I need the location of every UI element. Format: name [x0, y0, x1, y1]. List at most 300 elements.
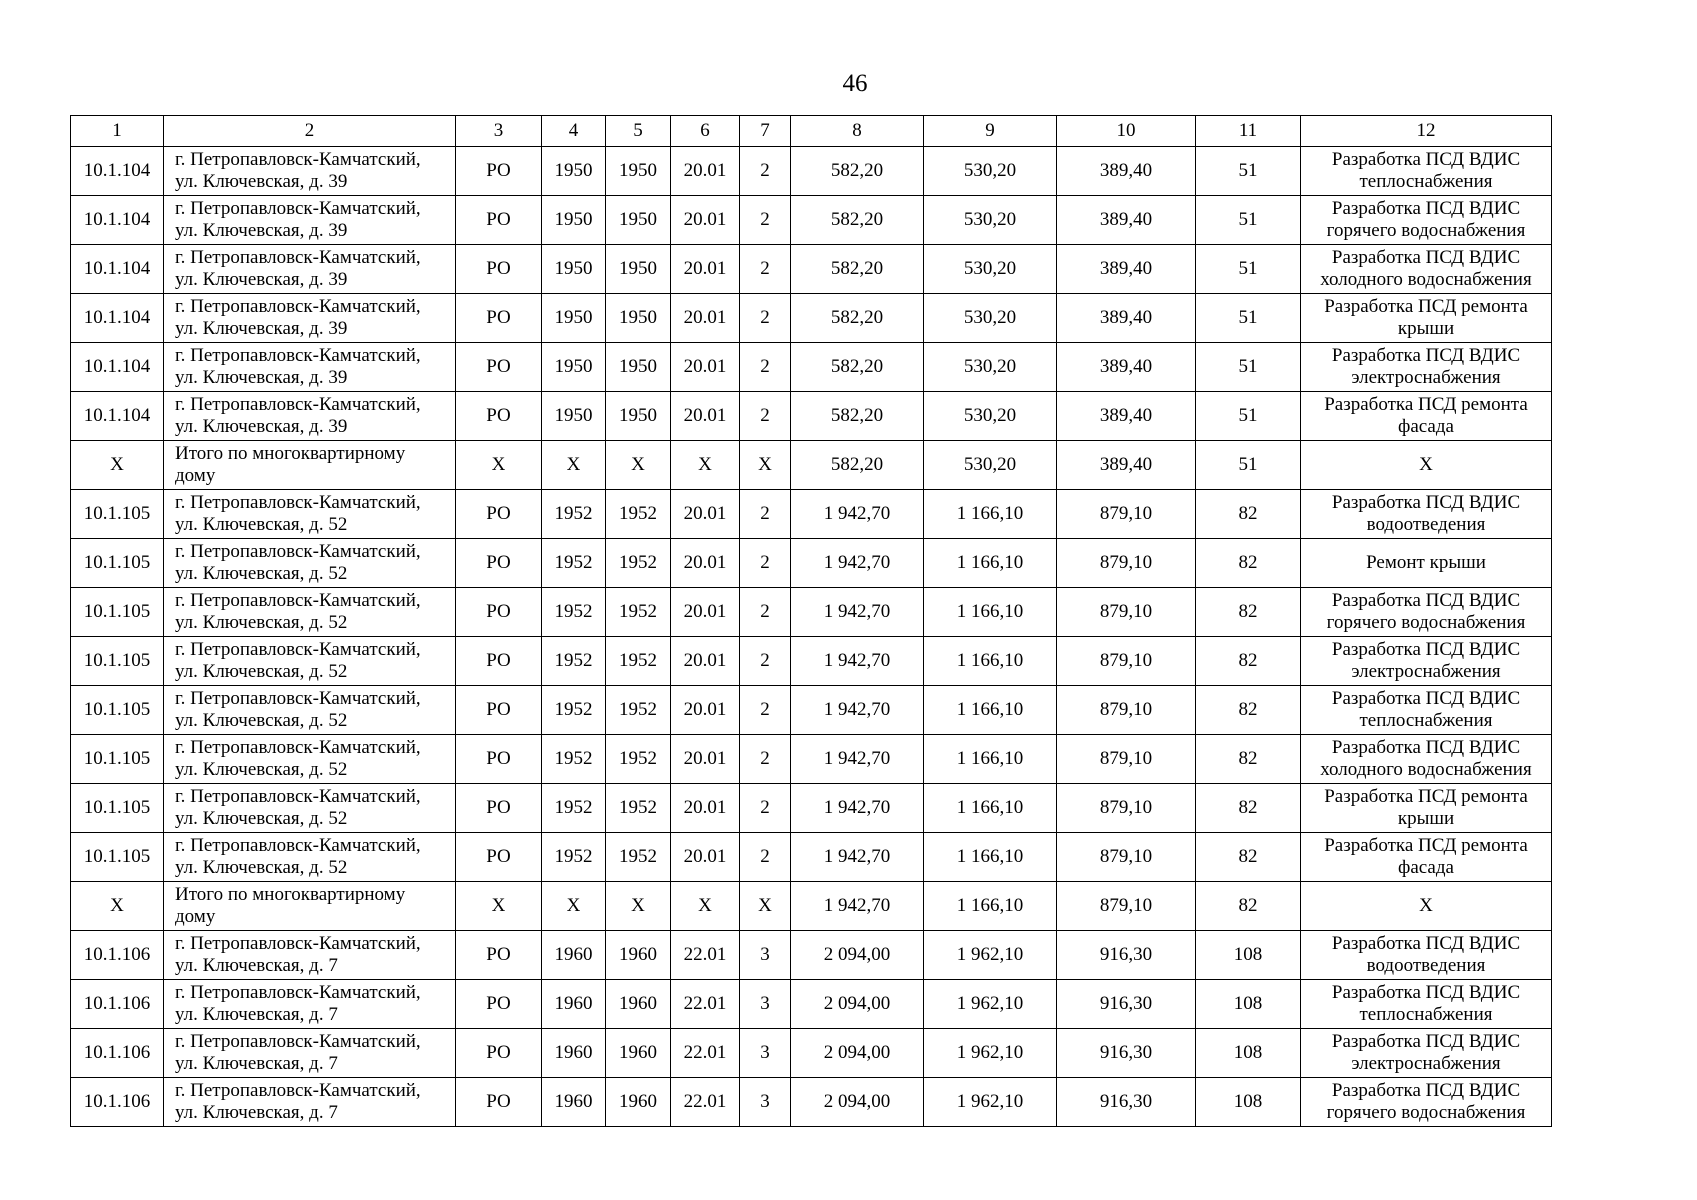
residential-area: 879,10 [1057, 637, 1196, 686]
address-line-1: г. Петропавловск-Камчатский, [175, 982, 421, 1003]
residents-count: 82 [1196, 735, 1301, 784]
row-code: 10.1.104 [71, 147, 164, 196]
wall-material-code: 20.01 [671, 490, 740, 539]
wall-material-code: 20.01 [671, 539, 740, 588]
work-type-cell [1301, 882, 1552, 931]
address-cell [164, 833, 456, 882]
premises-area: 530,20 [924, 392, 1057, 441]
floors: 2 [740, 392, 791, 441]
ownership-cell: РО [456, 686, 542, 735]
floors: 2 [740, 833, 791, 882]
residential-area: 916,30 [1057, 980, 1196, 1029]
floors: 2 [740, 147, 791, 196]
premises-area: 1 166,10 [924, 833, 1057, 882]
work-type-line-1: Разработка ПСД ВДИС [1331, 639, 1521, 660]
ownership-cell: РО [456, 833, 542, 882]
work-type-line-1: Разработка ПСД ремонта [1324, 786, 1528, 807]
total-area: 1 942,70 [791, 735, 924, 784]
floors: 2 [740, 686, 791, 735]
address-line-2: ул. Ключевская, д. 39 [175, 367, 348, 388]
floors: 2 [740, 784, 791, 833]
year-commissioned: 1950 [606, 343, 671, 392]
work-type-line-1: Разработка ПСД ВДИС [1331, 345, 1521, 366]
premises-area: 1 166,10 [924, 637, 1057, 686]
residents-count: 108 [1196, 1029, 1301, 1078]
premises-area: 530,20 [924, 147, 1057, 196]
work-type-line-1: Разработка ПСД ВДИС [1331, 737, 1521, 758]
premises-area: 530,20 [924, 441, 1057, 490]
address-cell [164, 1078, 456, 1127]
total-area: 582,20 [791, 196, 924, 245]
address-line-2: ул. Ключевская, д. 39 [175, 171, 348, 192]
residential-area: 879,10 [1057, 490, 1196, 539]
work-type-line-2: электроснабжения [1351, 1053, 1501, 1074]
year-built: 1950 [542, 245, 606, 294]
address-line-1: Итого по многоквартирному [175, 443, 406, 464]
residential-area: 916,30 [1057, 931, 1196, 980]
floors: 2 [740, 245, 791, 294]
row-code: 10.1.105 [71, 539, 164, 588]
premises-area: 1 962,10 [924, 1029, 1057, 1078]
row-code: 10.1.104 [71, 245, 164, 294]
row-code: 10.1.105 [71, 637, 164, 686]
address-cell [164, 686, 456, 735]
wall-material-code: 20.01 [671, 294, 740, 343]
table-row [71, 441, 1552, 490]
wall-material-code: 20.01 [671, 833, 740, 882]
premises-area: 1 962,10 [924, 1078, 1057, 1127]
address-line-2: ул. Ключевская, д. 7 [175, 955, 338, 976]
wall-material-code: 20.01 [671, 735, 740, 784]
ownership-cell: РО [456, 784, 542, 833]
address-cell [164, 392, 456, 441]
floors: 3 [740, 980, 791, 1029]
year-built: Х [542, 441, 606, 490]
wall-material-code: 22.01 [671, 1029, 740, 1078]
ownership-cell: РО [456, 1078, 542, 1127]
total-area: 1 942,70 [791, 833, 924, 882]
address-cell [164, 1029, 456, 1078]
work-type-line-1: Разработка ПСД ВДИС [1331, 933, 1521, 954]
floors: 2 [740, 196, 791, 245]
work-type-cell [1301, 637, 1552, 686]
address-line-1: г. Петропавловск-Камчатский, [175, 688, 421, 709]
year-commissioned: 1952 [606, 490, 671, 539]
row-code: 10.1.105 [71, 686, 164, 735]
floors: 2 [740, 539, 791, 588]
work-type-line-2: холодного водоснабжения [1320, 269, 1532, 290]
work-type-line-1: Разработка ПСД ВДИС [1331, 1031, 1521, 1052]
address-line-2: ул. Ключевская, д. 7 [175, 1053, 338, 1074]
premises-area: 530,20 [924, 196, 1057, 245]
year-built: 1950 [542, 294, 606, 343]
total-area: 1 942,70 [791, 588, 924, 637]
address-cell [164, 931, 456, 980]
ownership-cell: РО [456, 931, 542, 980]
address-line-2: ул. Ключевская, д. 39 [175, 416, 348, 437]
column-number: 6 [671, 116, 740, 147]
total-area: 582,20 [791, 441, 924, 490]
work-type-cell [1301, 196, 1552, 245]
column-number: 7 [740, 116, 791, 147]
wall-material-code: Х [671, 882, 740, 931]
work-type-line-2: водоотведения [1366, 514, 1486, 535]
address-cell [164, 490, 456, 539]
work-type-line-2: водоотведения [1366, 955, 1486, 976]
year-commissioned: 1960 [606, 931, 671, 980]
table-row [71, 1029, 1552, 1078]
floors: Х [740, 441, 791, 490]
year-built: 1950 [542, 343, 606, 392]
ownership-cell: РО [456, 392, 542, 441]
premises-area: 1 166,10 [924, 490, 1057, 539]
year-built: 1960 [542, 1078, 606, 1127]
residents-count: 51 [1196, 245, 1301, 294]
wall-material-code: 22.01 [671, 1078, 740, 1127]
column-number: 3 [456, 116, 542, 147]
row-code: Х [71, 882, 164, 931]
page-number: 46 [842, 70, 868, 97]
row-code: 10.1.106 [71, 1078, 164, 1127]
work-type-line-2: фасада [1398, 416, 1454, 437]
table-row [71, 196, 1552, 245]
total-area: 582,20 [791, 343, 924, 392]
year-built: 1952 [542, 735, 606, 784]
floors: 2 [740, 343, 791, 392]
wall-material-code: 20.01 [671, 784, 740, 833]
work-type-line-2: горячего водоснабжения [1326, 1102, 1526, 1123]
work-type-line-2: крыши [1397, 808, 1455, 829]
address-cell [164, 539, 456, 588]
wall-material-code: 20.01 [671, 343, 740, 392]
total-area: 2 094,00 [791, 931, 924, 980]
floors: 2 [740, 588, 791, 637]
table-row [71, 490, 1552, 539]
address-line-1: г. Петропавловск-Камчатский, [175, 737, 421, 758]
total-area: 582,20 [791, 392, 924, 441]
work-type-cell [1301, 343, 1552, 392]
residents-count: 108 [1196, 980, 1301, 1029]
premises-area: 530,20 [924, 245, 1057, 294]
table-row [71, 833, 1552, 882]
address-line-2: ул. Ключевская, д. 39 [175, 318, 348, 339]
premises-area: 530,20 [924, 294, 1057, 343]
residential-area: 389,40 [1057, 441, 1196, 490]
residential-area: 879,10 [1057, 833, 1196, 882]
work-type-cell [1301, 735, 1552, 784]
table-row [71, 637, 1552, 686]
work-type-cell [1301, 980, 1552, 1029]
wall-material-code: 20.01 [671, 637, 740, 686]
ownership-cell: РО [456, 343, 542, 392]
residential-area: 389,40 [1057, 294, 1196, 343]
work-type-cell [1301, 539, 1552, 588]
total-area: 1 942,70 [791, 490, 924, 539]
residents-count: 51 [1196, 343, 1301, 392]
column-number-row [71, 116, 1552, 147]
total-area: 582,20 [791, 245, 924, 294]
year-built: 1960 [542, 1029, 606, 1078]
year-built: 1952 [542, 784, 606, 833]
work-type-cell [1301, 1078, 1552, 1127]
total-area: 1 942,70 [791, 539, 924, 588]
table-row [71, 343, 1552, 392]
work-type-line-1: Разработка ПСД ВДИС [1331, 1080, 1521, 1101]
floors: 3 [740, 931, 791, 980]
address-cell [164, 343, 456, 392]
residential-area: 879,10 [1057, 588, 1196, 637]
row-code: 10.1.105 [71, 588, 164, 637]
total-area: 582,20 [791, 147, 924, 196]
total-area: 1 942,70 [791, 882, 924, 931]
residents-count: 51 [1196, 441, 1301, 490]
column-number: 4 [542, 116, 606, 147]
table-row [71, 882, 1552, 931]
address-cell [164, 882, 456, 931]
address-line-2: ул. Ключевская, д. 39 [175, 269, 348, 290]
address-line-1: г. Петропавловск-Камчатский, [175, 296, 421, 317]
work-type-line-2: холодного водоснабжения [1320, 759, 1532, 780]
year-commissioned: 1952 [606, 784, 671, 833]
table-row [71, 735, 1552, 784]
year-built: 1952 [542, 539, 606, 588]
work-type-cell [1301, 490, 1552, 539]
address-line-1: Итого по многоквартирному [175, 884, 406, 905]
residents-count: 51 [1196, 196, 1301, 245]
address-line-1: г. Петропавловск-Камчатский, [175, 590, 421, 611]
residents-count: 82 [1196, 833, 1301, 882]
column-number: 9 [924, 116, 1057, 147]
address-line-2: ул. Ключевская, д. 52 [175, 759, 348, 780]
column-number: 2 [164, 116, 456, 147]
work-type-line-2: фасада [1398, 857, 1454, 878]
work-type-line-2: теплоснабжения [1359, 1004, 1493, 1025]
year-commissioned: 1952 [606, 833, 671, 882]
address-line-2: ул. Ключевская, д. 52 [175, 710, 348, 731]
table-row [71, 1078, 1552, 1127]
address-line-2: ул. Ключевская, д. 52 [175, 857, 348, 878]
year-built: 1952 [542, 637, 606, 686]
total-area: 1 942,70 [791, 686, 924, 735]
ownership-cell: РО [456, 196, 542, 245]
ownership-cell: Х [456, 882, 542, 931]
work-type-cell [1301, 245, 1552, 294]
work-type-line-1: Разработка ПСД ВДИС [1331, 590, 1521, 611]
address-cell [164, 637, 456, 686]
address-cell [164, 245, 456, 294]
address-line-1: г. Петропавловск-Камчатский, [175, 933, 421, 954]
address-cell [164, 735, 456, 784]
wall-material-code: Х [671, 441, 740, 490]
premises-area: 1 962,10 [924, 980, 1057, 1029]
year-commissioned: 1960 [606, 1029, 671, 1078]
year-built: 1960 [542, 931, 606, 980]
address-line-1: г. Петропавловск-Камчатский, [175, 835, 421, 856]
year-commissioned: Х [606, 441, 671, 490]
year-commissioned: 1952 [606, 588, 671, 637]
ownership-cell: РО [456, 539, 542, 588]
work-type-line-1: Разработка ПСД ремонта [1324, 835, 1528, 856]
year-commissioned: 1952 [606, 637, 671, 686]
year-built: 1950 [542, 147, 606, 196]
housing-register-table [70, 115, 1552, 1127]
year-built: 1952 [542, 588, 606, 637]
ownership-cell: РО [456, 588, 542, 637]
year-commissioned: 1952 [606, 539, 671, 588]
work-type-cell [1301, 147, 1552, 196]
residential-area: 389,40 [1057, 392, 1196, 441]
year-built: Х [542, 882, 606, 931]
year-commissioned: 1950 [606, 245, 671, 294]
residential-area: 389,40 [1057, 343, 1196, 392]
residential-area: 389,40 [1057, 147, 1196, 196]
premises-area: 1 166,10 [924, 784, 1057, 833]
residential-area: 879,10 [1057, 539, 1196, 588]
residential-area: 389,40 [1057, 245, 1196, 294]
residents-count: 82 [1196, 686, 1301, 735]
residents-count: 51 [1196, 147, 1301, 196]
residents-count: 82 [1196, 784, 1301, 833]
year-commissioned: 1952 [606, 735, 671, 784]
work-type-cell [1301, 686, 1552, 735]
premises-area: 1 166,10 [924, 686, 1057, 735]
address-line-2: ул. Ключевская, д. 52 [175, 808, 348, 829]
row-code: 10.1.104 [71, 196, 164, 245]
residents-count: 82 [1196, 539, 1301, 588]
residential-area: 389,40 [1057, 196, 1196, 245]
work-type-line-2: крыши [1397, 318, 1455, 339]
work-type-cell [1301, 441, 1552, 490]
residential-area: 879,10 [1057, 686, 1196, 735]
year-built: 1952 [542, 833, 606, 882]
work-type-cell [1301, 784, 1552, 833]
residents-count: 82 [1196, 882, 1301, 931]
address-cell [164, 294, 456, 343]
column-number: 1 [71, 116, 164, 147]
work-type-cell [1301, 931, 1552, 980]
wall-material-code: 20.01 [671, 147, 740, 196]
year-commissioned: 1950 [606, 392, 671, 441]
address-cell [164, 980, 456, 1029]
ownership-cell: РО [456, 294, 542, 343]
wall-material-code: 22.01 [671, 931, 740, 980]
address-line-2: ул. Ключевская, д. 52 [175, 612, 348, 633]
work-type-cell [1301, 833, 1552, 882]
work-type-line-1: Разработка ПСД ВДИС [1331, 688, 1521, 709]
address-line-2: ул. Ключевская, д. 52 [175, 661, 348, 682]
address-line-1: г. Петропавловск-Камчатский, [175, 492, 421, 513]
address-cell [164, 784, 456, 833]
address-line-1: г. Петропавловск-Камчатский, [175, 786, 421, 807]
wall-material-code: 20.01 [671, 245, 740, 294]
address-line-2: дому [175, 906, 216, 927]
ownership-cell: РО [456, 147, 542, 196]
work-type-cell [1301, 588, 1552, 637]
work-type-line-1: Разработка ПСД ВДИС [1331, 982, 1521, 1003]
address-cell [164, 196, 456, 245]
year-commissioned: 1950 [606, 147, 671, 196]
work-type-cell [1301, 294, 1552, 343]
year-commissioned: 1950 [606, 196, 671, 245]
wall-material-code: 20.01 [671, 686, 740, 735]
residents-count: 82 [1196, 637, 1301, 686]
premises-area: 1 962,10 [924, 931, 1057, 980]
year-commissioned: 1960 [606, 980, 671, 1029]
year-commissioned: 1950 [606, 294, 671, 343]
ownership-cell: Х [456, 441, 542, 490]
wall-material-code: 20.01 [671, 196, 740, 245]
address-line-1: г. Петропавловск-Камчатский, [175, 639, 421, 660]
year-built: 1952 [542, 686, 606, 735]
address-line-2: ул. Ключевская, д. 52 [175, 514, 348, 535]
premises-area: 1 166,10 [924, 588, 1057, 637]
row-code: 10.1.106 [71, 931, 164, 980]
table-row [71, 784, 1552, 833]
work-type-line-2: горячего водоснабжения [1326, 220, 1526, 241]
floors: 2 [740, 637, 791, 686]
residential-area: 879,10 [1057, 882, 1196, 931]
ownership-cell: РО [456, 490, 542, 539]
ownership-cell: РО [456, 245, 542, 294]
work-type-line-1: Разработка ПСД ВДИС [1331, 247, 1521, 268]
year-commissioned: 1952 [606, 686, 671, 735]
year-built: 1950 [542, 196, 606, 245]
row-code: 10.1.105 [71, 833, 164, 882]
residential-area: 879,10 [1057, 735, 1196, 784]
address-line-1: г. Петропавловск-Камчатский, [175, 247, 421, 268]
ownership-cell: РО [456, 637, 542, 686]
year-built: 1952 [542, 490, 606, 539]
address-line-1: г. Петропавловск-Камчатский, [175, 394, 421, 415]
year-built: 1950 [542, 392, 606, 441]
year-commissioned: Х [606, 882, 671, 931]
work-type-cell [1301, 392, 1552, 441]
address-line-2: ул. Ключевская, д. 7 [175, 1004, 338, 1025]
address-line-2: ул. Ключевская, д. 39 [175, 220, 348, 241]
table-row [71, 294, 1552, 343]
premises-area: 1 166,10 [924, 539, 1057, 588]
address-line-1: г. Петропавловск-Камчатский, [175, 198, 421, 219]
work-type-line-1: Х [1419, 895, 1433, 916]
row-code: 10.1.104 [71, 294, 164, 343]
residents-count: 51 [1196, 294, 1301, 343]
row-code: 10.1.105 [71, 735, 164, 784]
ownership-cell: РО [456, 980, 542, 1029]
year-commissioned: 1960 [606, 1078, 671, 1127]
premises-area: 530,20 [924, 343, 1057, 392]
wall-material-code: 20.01 [671, 392, 740, 441]
work-type-cell [1301, 1029, 1552, 1078]
floors: 2 [740, 490, 791, 539]
floors: 3 [740, 1078, 791, 1127]
residential-area: 879,10 [1057, 784, 1196, 833]
total-area: 2 094,00 [791, 1078, 924, 1127]
work-type-line-2: теплоснабжения [1359, 710, 1493, 731]
row-code: 10.1.106 [71, 980, 164, 1029]
floors: Х [740, 882, 791, 931]
address-cell [164, 147, 456, 196]
table-row [71, 245, 1552, 294]
table-row [71, 588, 1552, 637]
address-cell [164, 588, 456, 637]
work-type-line-2: горячего водоснабжения [1326, 612, 1526, 633]
table-row [71, 539, 1552, 588]
wall-material-code: 22.01 [671, 980, 740, 1029]
ownership-cell: РО [456, 735, 542, 784]
row-code: 10.1.106 [71, 1029, 164, 1078]
row-code: 10.1.104 [71, 392, 164, 441]
table-row [71, 931, 1552, 980]
